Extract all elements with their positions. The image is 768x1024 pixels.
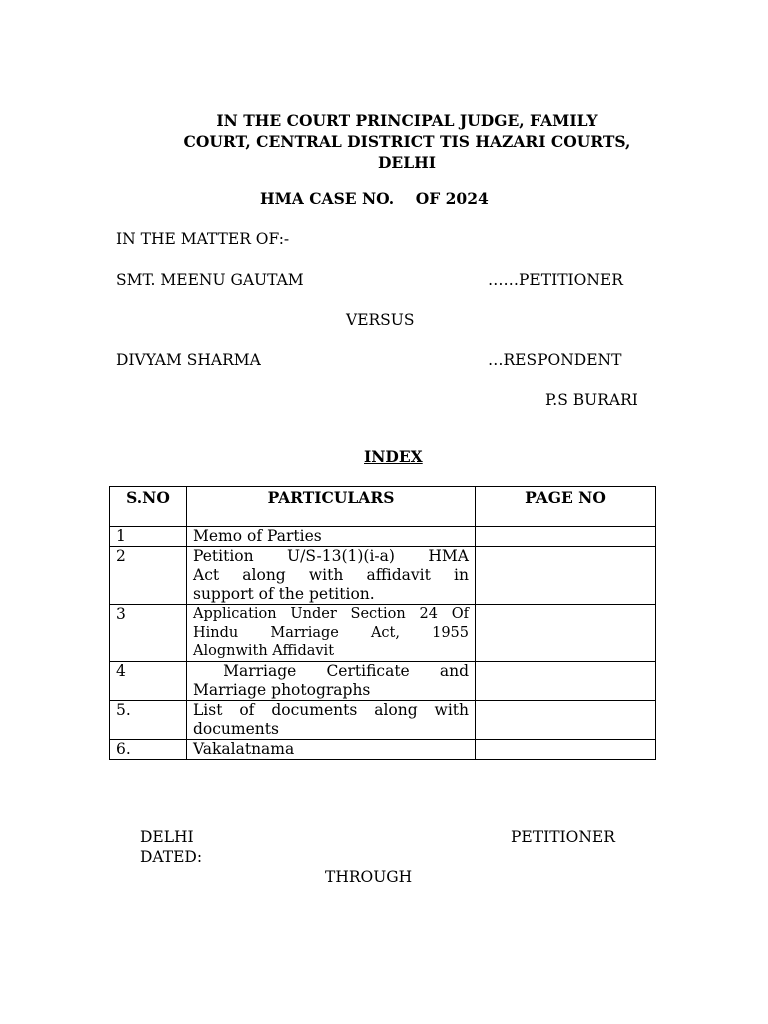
table-row: [110, 739, 656, 759]
row-sno: 2: [110, 547, 187, 605]
particulars-line: Hindu Marriage Act, 1955: [193, 624, 469, 641]
particulars-line: Marriage Certificate and: [193, 661, 469, 680]
particulars-line: Petition U/S-13(1)(i-a) HMA: [193, 547, 469, 565]
row-particulars: [187, 547, 476, 605]
footer-place: DELHI: [140, 828, 194, 846]
row-page-no: [476, 661, 656, 700]
particulars-line: Memo of Parties: [193, 527, 322, 545]
row-particulars: [187, 527, 476, 547]
petitioner-name: SMT. MEENU GAUTAM: [116, 271, 304, 289]
particulars-line: Marriage photographs: [193, 680, 371, 699]
footer-petitioner: PETITIONER: [511, 828, 615, 846]
table-row: [110, 700, 656, 739]
row-page-no: [476, 739, 656, 759]
particulars-line: documents: [193, 719, 279, 738]
row-particulars: [187, 739, 476, 759]
respondent-role: …RESPONDENT: [488, 351, 622, 369]
particulars-line: Vakalatnama: [193, 739, 295, 758]
row-page-no: [476, 527, 656, 547]
footer-dated: DATED:: [140, 848, 203, 866]
row-sno: 6.: [110, 739, 187, 759]
header-page-no: PAGE NO: [476, 487, 656, 527]
table-header-row: [110, 487, 656, 527]
table-row: [110, 661, 656, 700]
petitioner-role: ……PETITIONER: [488, 271, 623, 289]
table-row: [110, 527, 656, 547]
court-heading-line-3: DELHI: [377, 153, 437, 172]
particulars-line: Alognwith Affidavit: [193, 643, 335, 659]
header-sno: S.NO: [110, 487, 187, 527]
header-particulars: PARTICULARS: [187, 487, 476, 527]
versus-label: VERSUS: [346, 311, 415, 329]
index-table: [109, 486, 656, 760]
row-particulars: [187, 661, 476, 700]
row-page-no: [476, 605, 656, 662]
footer-through: THROUGH: [325, 868, 413, 886]
particulars-line: support of the petition.: [193, 585, 375, 603]
table-row: [110, 547, 656, 605]
respondent-name: DIVYAM SHARMA: [116, 351, 261, 369]
table-row: [110, 605, 656, 662]
row-particulars: [187, 605, 476, 662]
court-heading: [0, 110, 768, 173]
court-heading-line-2: COURT, CENTRAL DISTRICT TIS HAZARI COURTS,: [183, 132, 631, 151]
row-particulars: [187, 700, 476, 739]
particulars-line: Application Under Section 24 Of: [193, 606, 469, 622]
row-sno: 3: [110, 605, 187, 662]
particulars-line: List of documents along with: [193, 700, 469, 719]
particulars-line: Act along with affidavit in: [193, 566, 469, 584]
row-sno: 4: [110, 661, 187, 700]
police-station: P.S BURARI: [545, 391, 638, 409]
row-sno: 1: [110, 527, 187, 547]
index-title: INDEX: [364, 447, 423, 466]
case-number: HMA CASE NO. OF 2024: [260, 189, 489, 208]
court-heading-line-1: IN THE COURT PRINCIPAL JUDGE, FAMILY: [216, 111, 598, 130]
row-page-no: [476, 547, 656, 605]
matter-of-label: IN THE MATTER OF:-: [116, 230, 290, 248]
row-sno: 5.: [110, 700, 187, 739]
row-page-no: [476, 700, 656, 739]
